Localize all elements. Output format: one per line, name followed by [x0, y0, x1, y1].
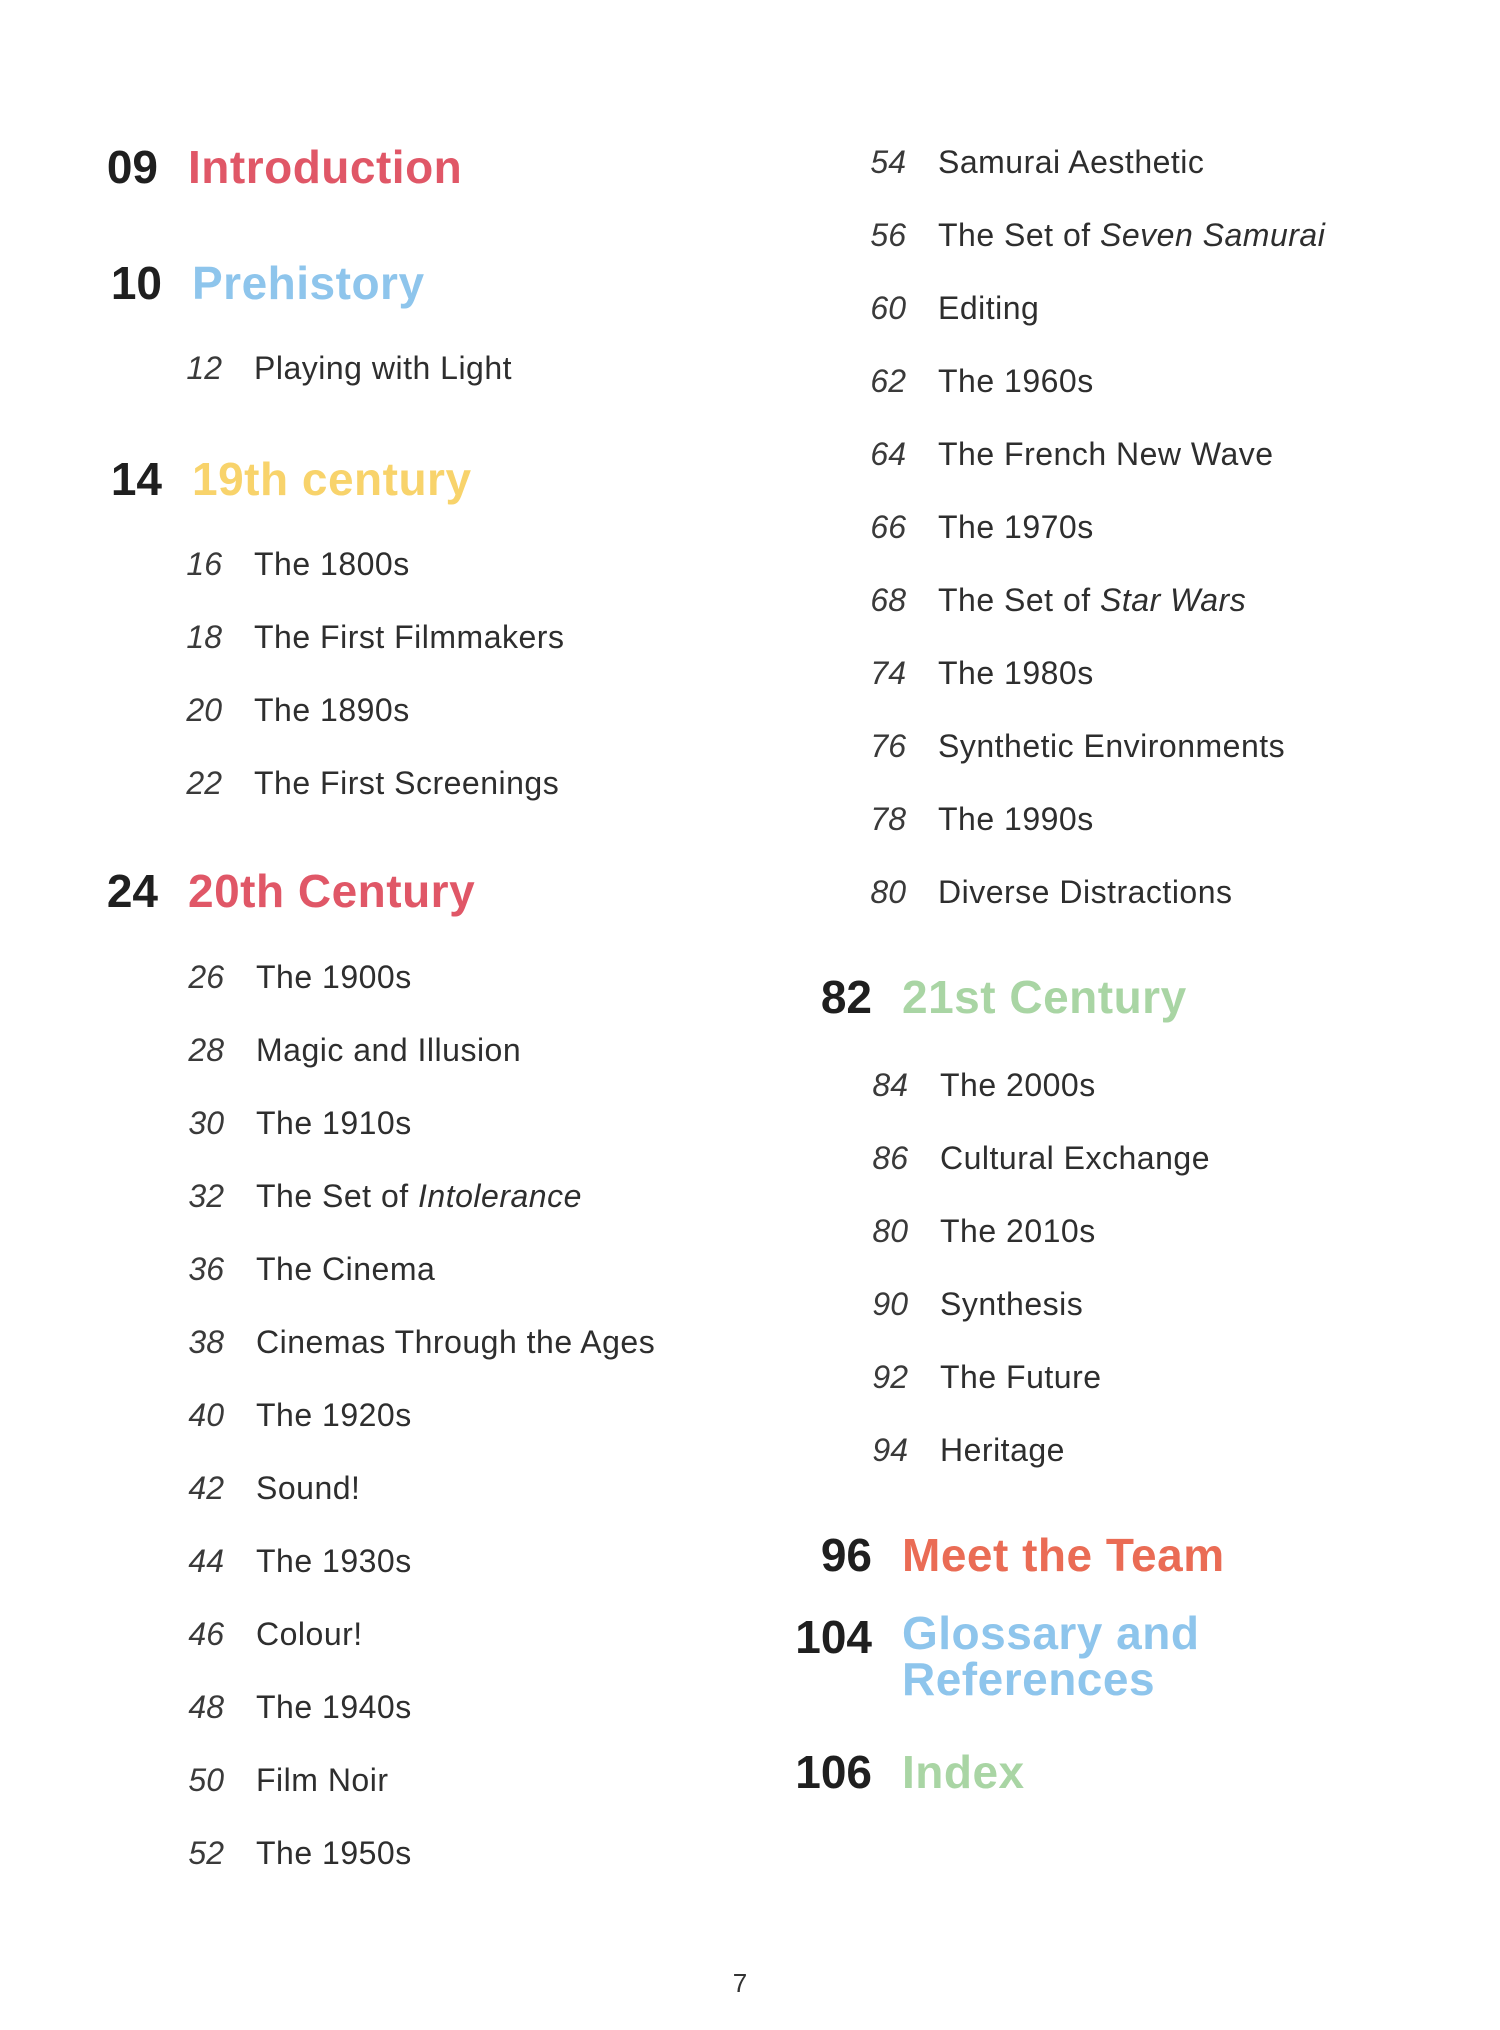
item-page-number: 54	[870, 144, 906, 180]
item-title: The First Filmmakers	[254, 619, 565, 655]
toc-item	[142, 546, 410, 583]
item-title: Sound!	[256, 1470, 361, 1506]
toc-item	[826, 655, 1094, 692]
section-title: Prehistory	[192, 257, 425, 309]
item-title: The 1920s	[256, 1397, 412, 1433]
toc-section-20th-century	[68, 864, 475, 918]
toc-section-meet-the-team	[782, 1528, 1225, 1582]
section-page-number: 106	[795, 1746, 872, 1798]
toc-item	[828, 1286, 1083, 1323]
item-title: Colour!	[256, 1616, 363, 1652]
item-page-number: 36	[188, 1251, 224, 1287]
toc-item	[828, 1432, 1065, 1469]
section-page-number: 82	[820, 971, 872, 1023]
toc-item	[826, 728, 1285, 765]
toc-item	[144, 1032, 521, 1069]
toc-item	[144, 1835, 412, 1872]
toc-item	[144, 959, 412, 996]
toc-item	[826, 874, 1233, 911]
section-title: 21st Century	[902, 971, 1187, 1023]
toc-item	[142, 350, 512, 387]
toc-item	[142, 765, 559, 802]
item-title: Magic and Illusion	[256, 1032, 522, 1068]
item-title: The 1930s	[256, 1543, 412, 1579]
item-title: The 2000s	[940, 1067, 1096, 1103]
section-title: Index	[902, 1746, 1025, 1798]
item-page-number: 40	[188, 1397, 224, 1433]
item-page-number: 56	[870, 217, 906, 253]
toc-item	[144, 1470, 360, 1507]
item-title: The 2010s	[940, 1213, 1096, 1249]
toc-item	[826, 144, 1204, 181]
toc-item	[826, 582, 1246, 619]
item-title: The 1910s	[256, 1105, 412, 1141]
item-title: Cinemas Through the Ages	[256, 1324, 656, 1360]
item-title: Editing	[938, 290, 1040, 326]
item-title: The 1970s	[938, 509, 1094, 545]
item-title-italic: Star Wars	[1100, 582, 1247, 618]
section-title: 20th Century	[188, 865, 476, 917]
item-page-number: 64	[870, 436, 906, 472]
item-title	[256, 1178, 582, 1215]
item-page-number: 38	[188, 1324, 224, 1360]
section-title: Introduction	[188, 141, 463, 193]
toc-item	[826, 509, 1094, 546]
item-title: The Cinema	[256, 1251, 436, 1287]
item-page-number: 74	[870, 655, 906, 691]
item-title: Synthetic Environments	[938, 728, 1286, 764]
item-title	[938, 582, 1246, 619]
item-page-number: 80	[870, 874, 906, 910]
item-page-number: 28	[188, 1032, 224, 1068]
item-page-number: 68	[870, 582, 906, 618]
item-title-italic: Intolerance	[418, 1178, 582, 1214]
item-title	[938, 217, 1325, 254]
item-title: The French New Wave	[938, 436, 1274, 472]
item-page-number: 16	[186, 546, 222, 582]
item-title: The 1890s	[254, 692, 410, 728]
item-page-number: 94	[872, 1432, 908, 1468]
item-page-number: 62	[870, 363, 906, 399]
item-title: The 1990s	[938, 801, 1094, 837]
toc-section-19th-century	[72, 452, 472, 506]
toc-item	[144, 1251, 435, 1288]
item-page-number: 80	[872, 1213, 908, 1249]
item-page-number: 22	[186, 765, 222, 801]
item-title: Playing with Light	[254, 350, 513, 386]
item-title: The First Screenings	[254, 765, 560, 801]
item-page-number: 50	[188, 1762, 224, 1798]
section-title: 19th century	[192, 453, 472, 505]
item-page-number: 30	[188, 1105, 224, 1141]
toc-item	[826, 217, 1325, 254]
item-page-number: 66	[870, 509, 906, 545]
item-page-number: 20	[186, 692, 222, 728]
item-title-prefix: The Set of	[938, 217, 1101, 253]
toc-item	[826, 363, 1094, 400]
item-title-prefix: The Set of	[256, 1178, 419, 1214]
item-title: The 1900s	[256, 959, 412, 995]
item-title-italic: Seven Samurai	[1100, 217, 1326, 253]
toc-section-prehistory	[72, 256, 425, 310]
item-title: Synthesis	[940, 1286, 1084, 1322]
toc-section-21st-century	[782, 970, 1187, 1024]
section-title: Meet the Team	[902, 1529, 1225, 1581]
item-title: The Future	[940, 1359, 1102, 1395]
toc-item	[828, 1359, 1102, 1396]
toc-section-glossary	[782, 1607, 1202, 1705]
toc-item	[144, 1762, 388, 1799]
toc-section-introduction	[68, 140, 462, 194]
item-title: The 1980s	[938, 655, 1094, 691]
item-title-prefix: The Set of	[938, 582, 1101, 618]
item-page-number: 52	[188, 1835, 224, 1871]
toc-item	[144, 1105, 412, 1142]
item-title: The 1960s	[938, 363, 1094, 399]
toc-item	[826, 436, 1274, 473]
item-page-number: 32	[188, 1178, 224, 1214]
toc-item	[828, 1140, 1210, 1177]
item-page-number: 48	[188, 1689, 224, 1725]
item-title: The 1940s	[256, 1689, 412, 1725]
item-title: The 1950s	[256, 1835, 412, 1871]
item-page-number: 26	[188, 959, 224, 995]
item-page-number: 84	[872, 1067, 908, 1103]
item-page-number: 76	[870, 728, 906, 764]
item-page-number: 46	[188, 1616, 224, 1652]
toc-item	[144, 1324, 655, 1361]
item-page-number: 78	[870, 801, 906, 837]
page-number: 7	[732, 1968, 748, 1998]
section-page-number: 24	[106, 865, 158, 917]
item-page-number: 90	[872, 1286, 908, 1322]
toc-item	[144, 1616, 363, 1653]
item-page-number: 44	[188, 1543, 224, 1579]
section-page-number: 104	[795, 1611, 872, 1663]
item-page-number: 12	[186, 350, 222, 386]
section-title: Glossary and References	[902, 1607, 1200, 1705]
item-page-number: 18	[186, 619, 222, 655]
toc-item	[828, 1213, 1096, 1250]
item-page-number: 60	[870, 290, 906, 326]
section-page-number: 09	[106, 141, 158, 193]
section-page-number: 14	[110, 453, 162, 505]
toc-item	[142, 692, 410, 729]
toc-item	[144, 1178, 582, 1215]
item-page-number: 42	[188, 1470, 224, 1506]
item-title: Film Noir	[256, 1762, 389, 1798]
item-title: Cultural Exchange	[940, 1140, 1210, 1176]
item-title: Diverse Distractions	[938, 874, 1233, 910]
item-title: The 1800s	[254, 546, 410, 582]
toc-item	[144, 1689, 412, 1726]
section-page-number: 10	[110, 257, 162, 309]
toc-item	[826, 801, 1094, 838]
item-title: Samurai Aesthetic	[938, 144, 1205, 180]
toc-section-index	[782, 1745, 1025, 1799]
toc-item	[142, 619, 564, 656]
toc-item	[826, 290, 1039, 327]
toc-item	[828, 1067, 1096, 1104]
item-title: Heritage	[940, 1432, 1065, 1468]
section-page-number: 96	[820, 1529, 872, 1581]
item-page-number: 86	[872, 1140, 908, 1176]
toc-item	[144, 1397, 412, 1434]
item-page-number: 92	[872, 1359, 908, 1395]
toc-item	[144, 1543, 412, 1580]
